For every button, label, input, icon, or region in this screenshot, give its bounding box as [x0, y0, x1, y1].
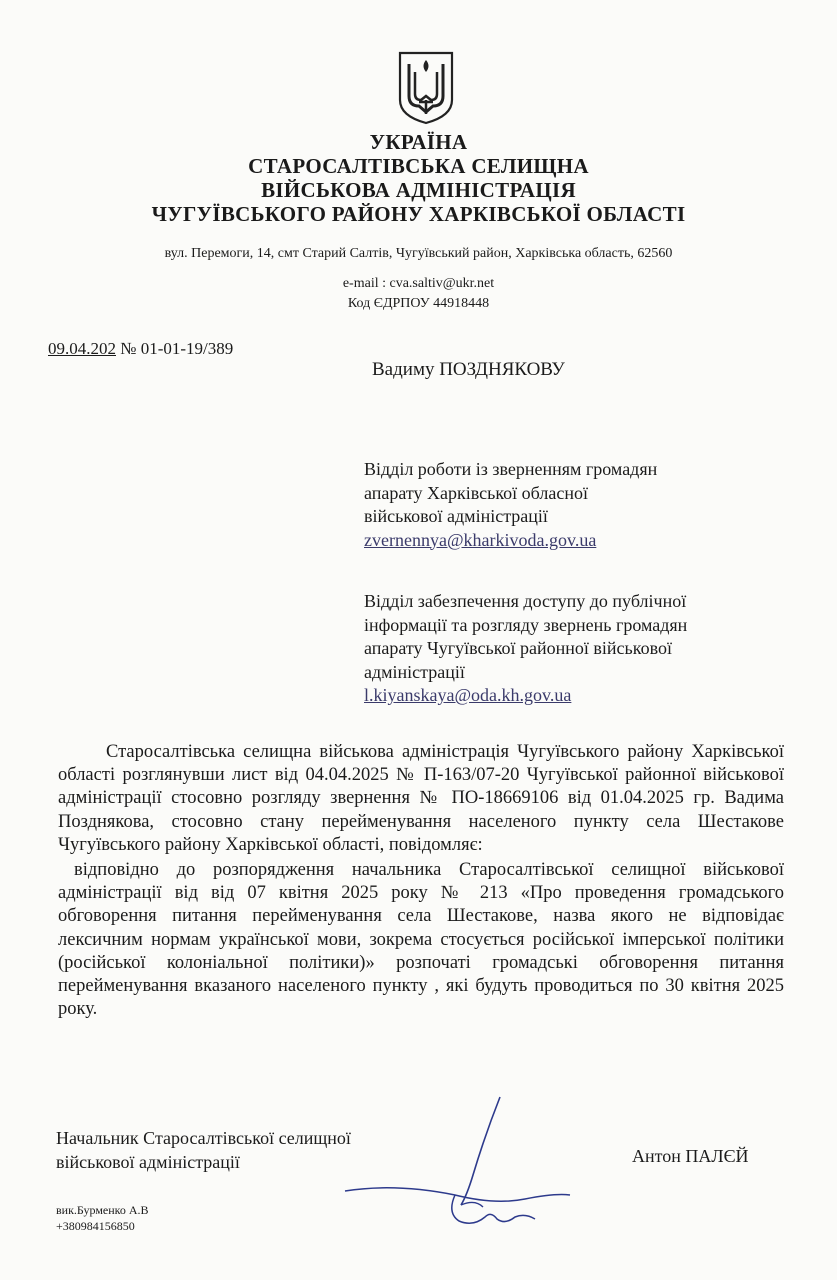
- recipient-line: апарату Чугуївської районної військової: [364, 638, 672, 658]
- signatory-name: Антон ПАЛЄЙ: [632, 1146, 749, 1166]
- org-address: вул. Перемоги, 14, смт Старий Салтів, Чугуївський район, Харківська область, 62560: [164, 246, 673, 261]
- letter-body: [58, 741, 784, 1021]
- registration-line: [48, 339, 233, 359]
- executor-name: вик.Бурменко А.В: [56, 1203, 149, 1217]
- recipient-line: інформації та розгляду звернень громадян: [364, 614, 688, 635]
- signatory-title-line-2: військової адміністрації: [56, 1152, 240, 1172]
- recipient-block-2: [364, 590, 687, 708]
- recipient-line: Відділ забезпечення доступу до публічної: [364, 591, 687, 611]
- executor-phone: +380984156850: [56, 1219, 135, 1233]
- signatory-title: [56, 1126, 351, 1174]
- addressee-name: Вадиму ПОЗДНЯКОВУ: [372, 359, 565, 380]
- executor-info: [56, 1202, 149, 1234]
- coat-of-arms-icon: [397, 50, 455, 126]
- recipient-line: Відділ роботи із зверненням громадян: [364, 459, 658, 479]
- registration-number: № 01-01-19/389: [120, 339, 234, 358]
- org-name-line-1: СТАРОСАЛТІВСЬКА СЕЛИЩНА: [248, 154, 589, 178]
- org-name-line-3: ЧУГУЇВСЬКОГО РАЙОНУ ХАРКІВСЬКОЇ ОБЛАСТІ: [151, 202, 686, 226]
- org-email: e-mail : cva.saltiv@ukr.net: [342, 276, 495, 291]
- org-edrpou-code: Код ЄДРПОУ 44918448: [347, 296, 490, 311]
- recipient-line: адміністрації: [364, 661, 465, 682]
- body-paragraph-1: Старосалтівська селищна військова адміністрація Чугуївського району Харківської області розглянувши лист від 04.04.2025 № П-163/07-20 Чугуївської районної військової адміністрації стосовно розгляду звернення № ПО-18669106 від 01.04.2025 гр. Вадима Позднякова, стосовно стану перейменування населеного пункту села Шестакове Чугуївського району Харківської області, повідомляє:: [58, 742, 784, 855]
- recipient-email-link[interactable]: zvernennya@kharkivoda.gov.ua: [364, 529, 597, 550]
- recipient-line: військової адміністрації: [364, 506, 548, 526]
- recipient-email-link[interactable]: l.kiyanskaya@oda.kh.gov.ua: [364, 685, 572, 705]
- signatory-title-line-1: Начальник Старосалтівської селищної: [56, 1128, 351, 1148]
- registration-date: 09.04.202: [48, 339, 116, 358]
- handwritten-signature: [335, 1095, 575, 1235]
- country-name: УКРАЇНА: [369, 130, 468, 154]
- recipient-block-1: [364, 458, 657, 552]
- org-name-line-2: ВІЙСЬКОВА АДМІНІСТРАЦІЯ: [261, 178, 576, 202]
- body-paragraph-2: відповідно до розпорядження начальника Старосалтівської селищної військової адміністрації від від 07 квітня 2025 року № 213 «Про проведення громадського обговорення питання перейменування села Шестакове, назва якого не відповідає лексичним нормам української мови, зокрема стосується російської імперської політики (російської колоніальної політики)» розпочаті громадські обговорення питання перейменування вказаного населеного пункту , які будуть проводиться по 30 квітня 2025 року.: [58, 860, 784, 1020]
- recipient-line: апарату Харківської обласної: [364, 482, 588, 503]
